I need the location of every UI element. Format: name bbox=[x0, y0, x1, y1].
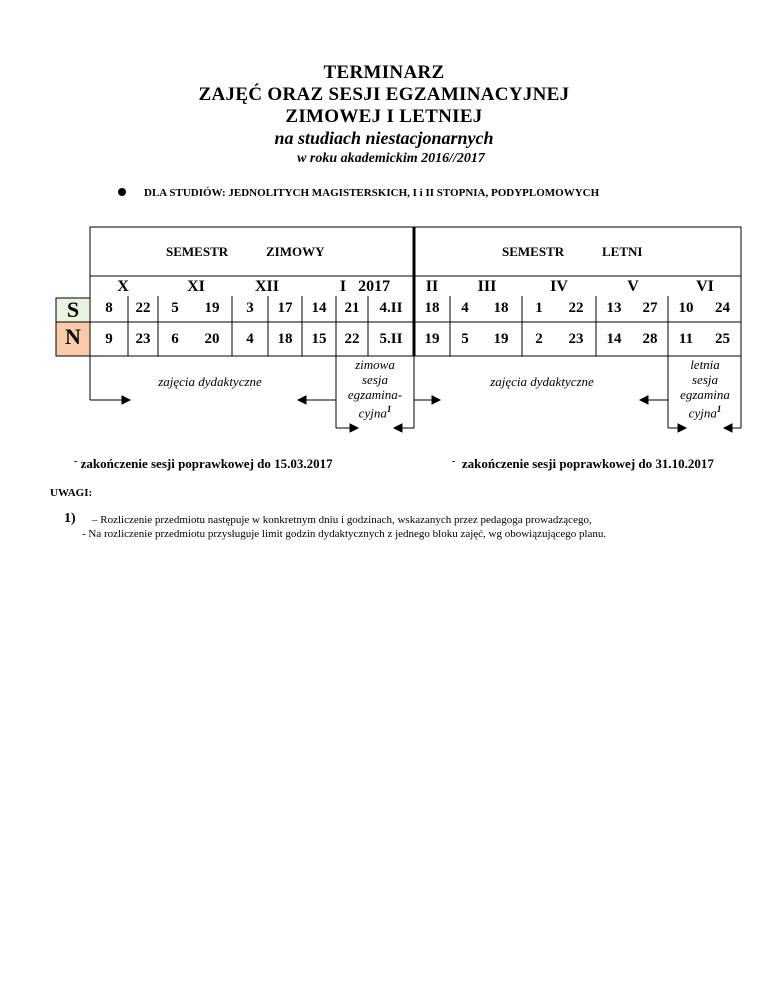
month-label: II bbox=[425, 278, 439, 295]
summer-semester-label: SEMESTR bbox=[502, 244, 565, 259]
s-day-cell: 18 bbox=[493, 300, 509, 316]
summer-didactic-note: zajęcia dydaktyczne bbox=[490, 374, 594, 389]
s-day-cell: 19 bbox=[204, 300, 220, 316]
row-label-n: N bbox=[65, 324, 81, 349]
summer-retake-text: zakończenie sesji poprawkowej do 31.10.2017 bbox=[461, 456, 714, 471]
s-day-cell: 17 bbox=[277, 300, 293, 316]
note-line: egzamina- bbox=[347, 387, 403, 402]
s-day-cell: 27 bbox=[642, 300, 658, 316]
n-day-cell: 22 bbox=[344, 331, 360, 347]
note-text: cyjna bbox=[358, 405, 387, 421]
n-day-cell: 5 bbox=[461, 331, 469, 347]
title-line-1: TERMINARZ bbox=[323, 62, 445, 83]
s-day-cell: 18 bbox=[424, 300, 440, 316]
n-day-cell: 5.II bbox=[379, 331, 403, 347]
dash: - bbox=[452, 456, 456, 467]
n-day-cell: 2 bbox=[535, 331, 543, 347]
remark-line-1: – Rozliczenie przedmiotu następuje w konkretnym dniu i godzinach, wskazanych przez pedagoga prowadzącego, bbox=[92, 514, 592, 526]
subtitle-study-mode: na studiach niestacjonarnych bbox=[274, 128, 494, 148]
n-day-cell: 14 bbox=[606, 331, 622, 347]
summer-semester-name: LETNI bbox=[602, 244, 643, 259]
s-day-cell: 10 bbox=[678, 300, 694, 316]
n-day-cell: 19 bbox=[424, 331, 440, 347]
n-day-cell: 15 bbox=[311, 331, 327, 347]
n-day-cell: 18 bbox=[277, 331, 293, 347]
winter-retake-text: zakończenie sesji poprawkowej do 15.03.2017 bbox=[80, 456, 333, 471]
n-day-cell: 25 bbox=[715, 331, 730, 347]
s-day-cell: 22 bbox=[568, 300, 584, 316]
n-day-cell: 11 bbox=[678, 331, 694, 347]
title-line-3: ZIMOWEJ I LETNIEJ bbox=[285, 106, 483, 127]
n-day-cell: 6 bbox=[171, 331, 179, 347]
month-label: VI bbox=[696, 278, 714, 295]
summer-retake-deadline bbox=[452, 456, 714, 472]
remark-line-2: - Na rozliczenie przedmiotu przysługuje limit godzin dydaktycznych z jednego bloku zajęć, wg obowiązującego planu. bbox=[82, 528, 607, 540]
s-day-cell: 4 bbox=[461, 300, 469, 316]
month-label: X bbox=[117, 278, 129, 295]
note-line: letnia bbox=[690, 357, 720, 372]
s-day-cell: 13 bbox=[606, 300, 622, 316]
title-line-2: ZAJĘĆ ORAZ SESJI EGZAMINACYJNEJ bbox=[198, 84, 570, 105]
winter-semester-label: SEMESTR bbox=[166, 244, 229, 259]
note-line: sesja bbox=[362, 372, 388, 387]
s-day-cell: 1 bbox=[535, 300, 543, 316]
summer-session-note bbox=[670, 357, 740, 420]
s-day-cell: 22 bbox=[135, 300, 151, 316]
s-day-cell: 21 bbox=[344, 300, 360, 316]
subtitle-academic-year: w roku akademickim 2016//2017 bbox=[297, 151, 485, 166]
winter-didactic-note: zajęcia dydaktyczne bbox=[158, 374, 262, 389]
note-line: egzamina bbox=[680, 387, 730, 402]
row-label-s: S bbox=[66, 297, 80, 322]
winter-semester-name: ZIMOWY bbox=[266, 244, 325, 259]
month-label: I 2017 bbox=[339, 278, 391, 295]
month-label: III bbox=[477, 278, 497, 295]
winter-retake-deadline bbox=[74, 456, 333, 472]
note-line: zimowa bbox=[355, 357, 395, 372]
s-day-cell: 8 bbox=[105, 300, 113, 316]
n-day-cell: 20 bbox=[204, 331, 220, 347]
s-day-cell: 24 bbox=[715, 300, 730, 316]
note-text: cyjna bbox=[688, 405, 717, 421]
month-label: XII bbox=[254, 278, 279, 295]
dash: - bbox=[74, 456, 78, 467]
note-line bbox=[670, 402, 740, 420]
n-day-cell: 9 bbox=[105, 331, 113, 347]
footnote-mark: 1 bbox=[716, 404, 722, 414]
study-types-text: DLA STUDIÓW: JEDNOLITYCH MAGISTERSKICH, I i II STOPNIA, PODYPLOMOWYCH bbox=[144, 187, 600, 199]
s-day-cell: 3 bbox=[246, 300, 254, 316]
s-day-cell: 4.II bbox=[379, 300, 403, 316]
n-day-cell: 23 bbox=[135, 331, 151, 347]
note-line bbox=[338, 402, 412, 420]
remarks-number: 1) bbox=[64, 511, 76, 526]
n-day-cell: 19 bbox=[493, 331, 509, 347]
month-label: V bbox=[627, 278, 639, 295]
winter-session-note bbox=[338, 357, 412, 420]
note-line: sesja bbox=[692, 372, 718, 387]
remarks-heading: UWAGI: bbox=[50, 487, 93, 499]
month-label: XI bbox=[187, 278, 205, 295]
s-day-cell: 5 bbox=[171, 300, 179, 316]
n-day-cell: 4 bbox=[246, 331, 254, 347]
month-label: IV bbox=[550, 278, 568, 295]
n-day-cell: 23 bbox=[568, 331, 584, 347]
s-day-cell: 14 bbox=[311, 300, 327, 316]
footnote-mark: 1 bbox=[386, 404, 392, 414]
n-day-cell: 28 bbox=[642, 331, 658, 347]
